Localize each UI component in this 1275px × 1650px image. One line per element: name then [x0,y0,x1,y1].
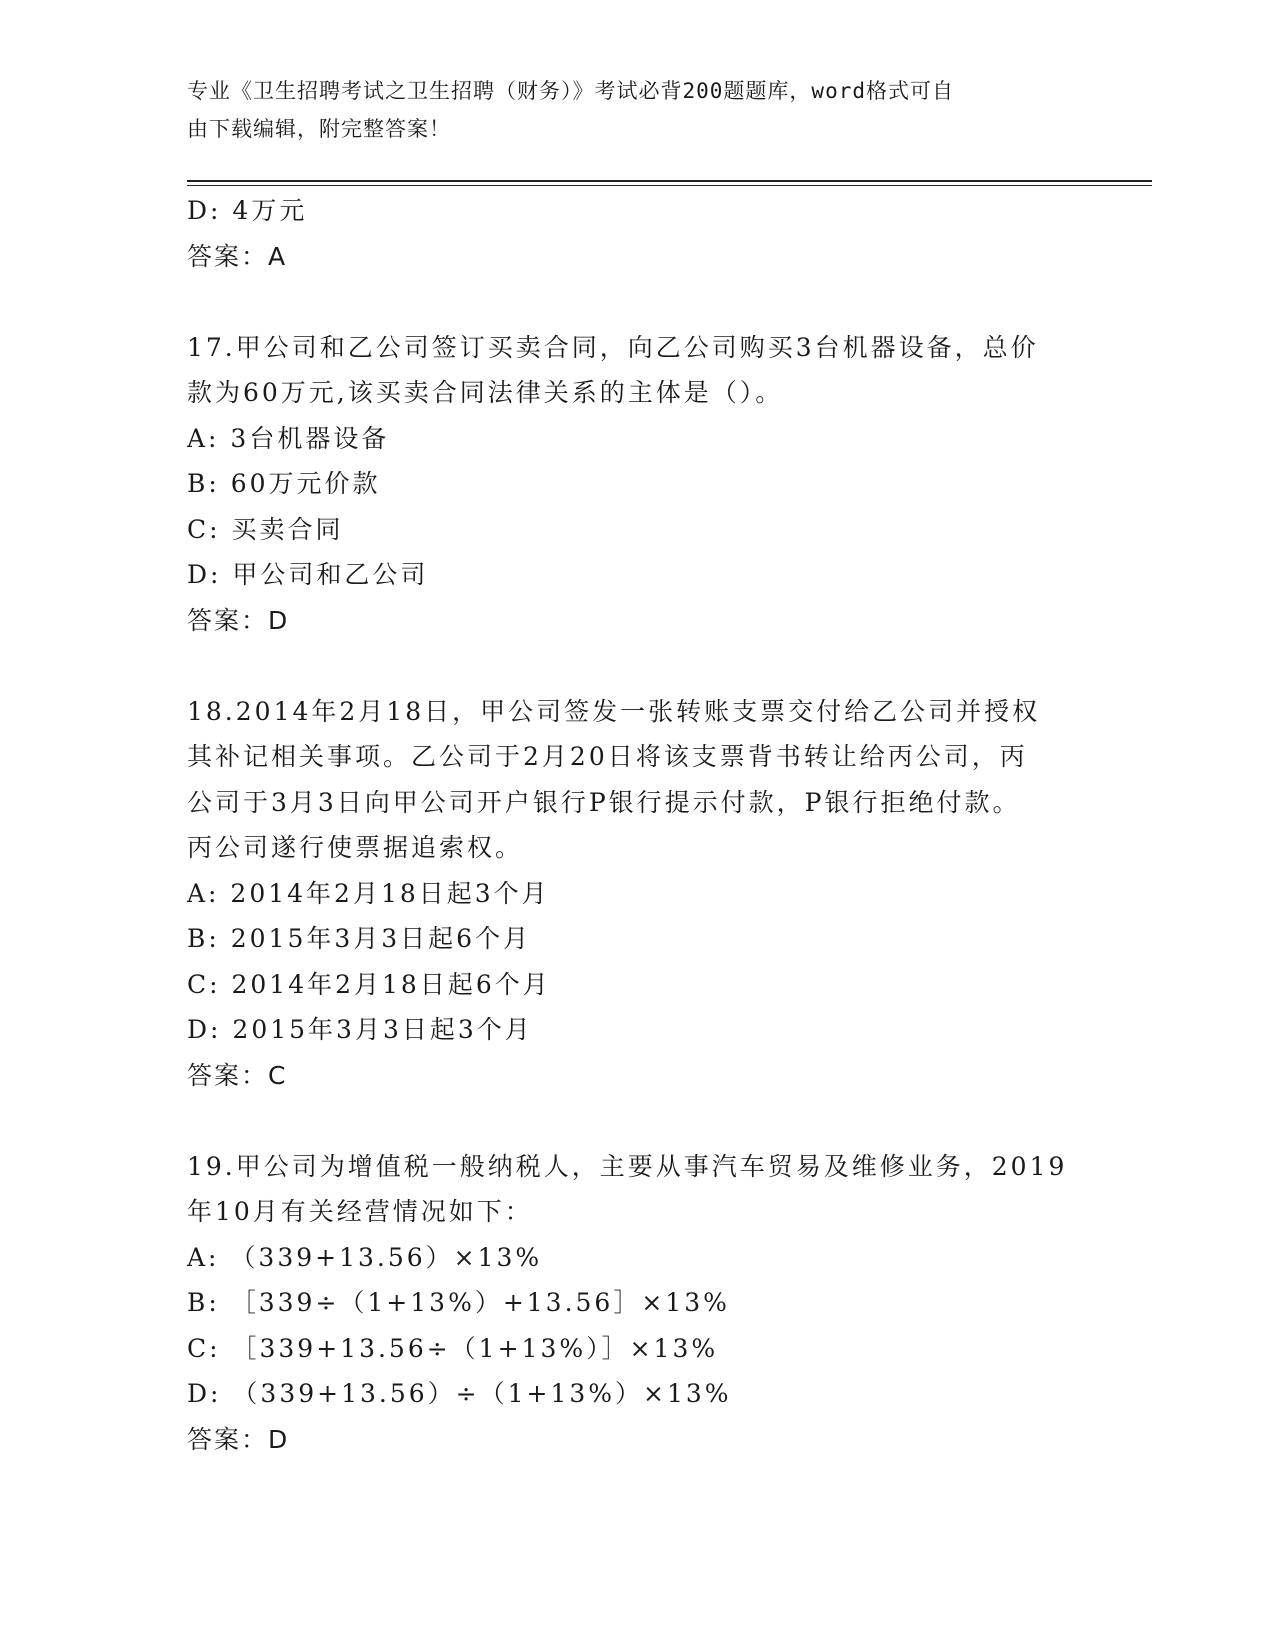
question-stem-line: 18.2014年2月18日，甲公司签发一张转账支票交付给乙公司并授权 [187,696,1041,726]
answer-label: 答案：C [187,1060,288,1090]
option-a: A: （339+13.56）×13% [187,1242,543,1272]
option-c: C: 2014年2月18日起6个月 [187,969,551,999]
question-18 [187,689,1087,1099]
option-d: D: 甲公司和乙公司 [187,560,429,589]
question-stem-line: 17.甲公司和乙公司签订买卖合同，向乙公司购买3台机器设备，总价 [187,332,1039,362]
option-d: D: 2015年3月3日起3个月 [187,1015,533,1044]
option-c: C: ［339+13.56÷（1+13%）］×13% [187,1333,719,1363]
option-c: C: 买卖合同 [187,514,344,544]
header-divider-thin [187,185,1152,186]
question-19 [187,1144,1087,1463]
question-17 [187,325,1087,644]
option-b: B: ［339÷（1+13%）+13.56］×13% [187,1288,730,1317]
option-b: B: 60万元价款 [187,469,381,498]
answer-label: 答案：D [187,1424,290,1454]
question-stem-line: 19.甲公司为增值税一般纳税人，主要从事汽车贸易及维修业务，2019 [187,1151,1068,1181]
option-d: D: （339+13.56）÷（1+13%）×13% [187,1379,732,1408]
option-a: A: 2014年2月18日起3个月 [187,878,550,908]
question-stem-line: 公司于3月3日向甲公司开户银行P银行提示付款，P银行拒绝付款。 [187,787,1021,817]
question-stem-line: 丙公司遂行使票据追索权。 [187,833,524,862]
option-a: A: 3台机器设备 [187,423,390,453]
header-line-1: 专业《卫生招聘考试之卫生招聘（财务）》考试必背200题题库，word格式可自 [187,79,954,103]
question-stem-line: 年10月有关经营情况如下： [187,1197,533,1226]
question-16-tail [187,188,1087,279]
question-stem-line: 款为60万元,该买卖合同法律关系的主体是（）。 [187,378,784,407]
answer-label: 答案：D [187,605,290,635]
answer-label: 答案：A [187,241,288,271]
spacer [187,279,1087,325]
spacer [187,1098,1087,1144]
page-header [187,72,1067,148]
question-stem-line: 其补记相关事项。乙公司于2月20日将该支票背书转让给丙公司，丙 [187,742,1028,771]
header-divider-thick [187,180,1152,182]
spacer [187,643,1087,689]
header-line-2: 由下载编辑，附完整答案！ [187,117,451,141]
question-list [187,188,1087,1462]
option-d: D: 4万元 [187,196,308,225]
option-b: B: 2015年3月3日起6个月 [187,924,532,953]
